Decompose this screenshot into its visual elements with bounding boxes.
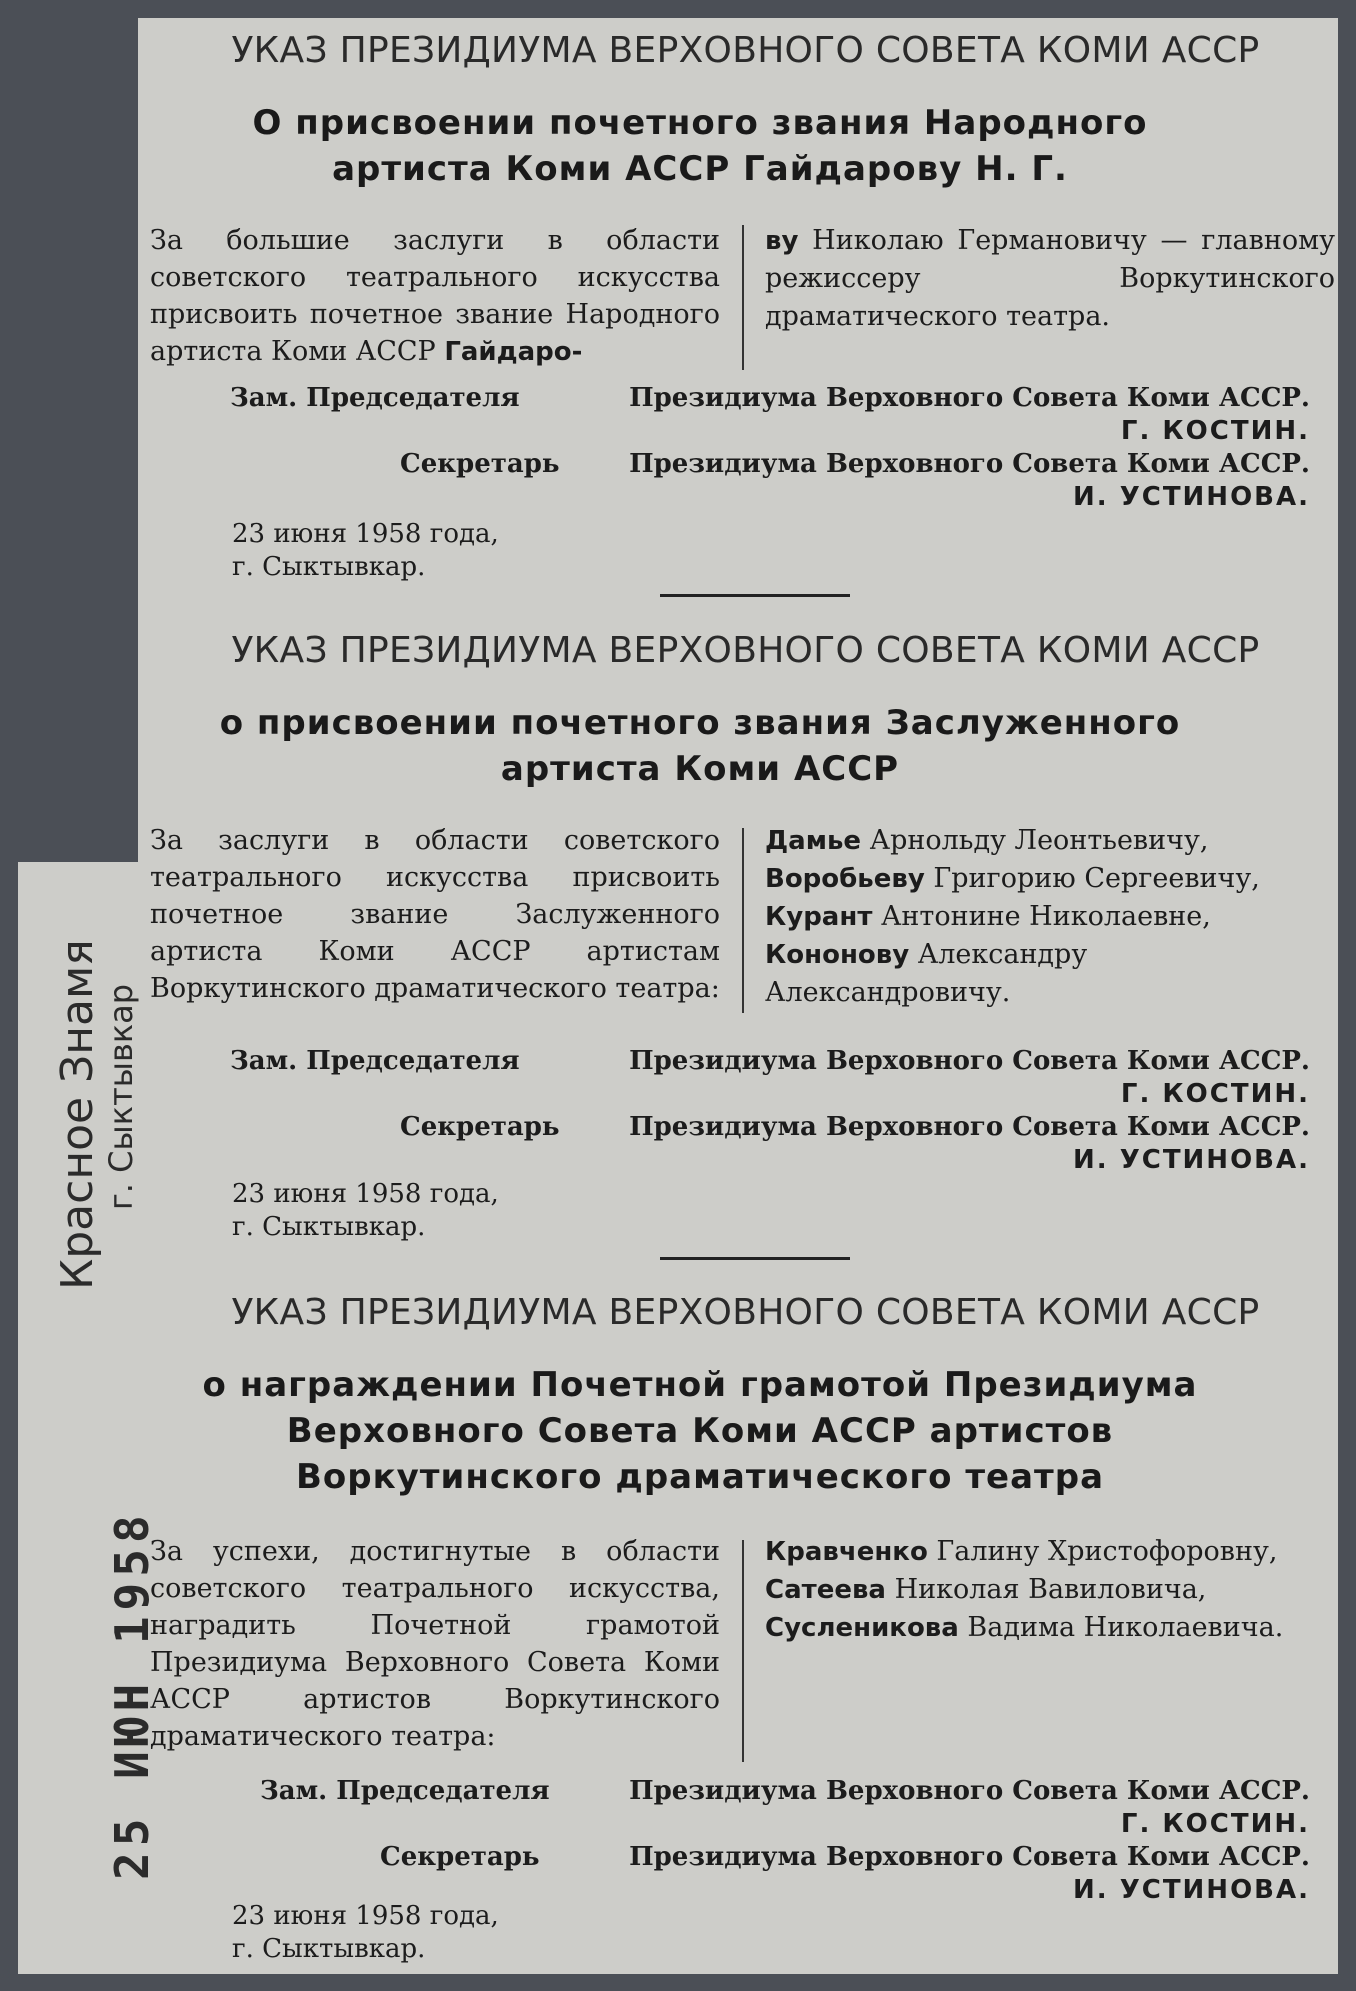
awardee: Кононову Александру Александровичу. [765, 939, 1088, 1008]
decree-right-column: ву Николаю Германовичу — главному режиссеру Воркутинского драматического театра. [765, 225, 1335, 332]
stamp-newspaper: Красное Знамя [52, 939, 103, 1290]
awardee: Курант Антонине Николаевне, [765, 901, 1211, 932]
section-divider [660, 1257, 850, 1260]
awardee: Сатеева Николая Вавиловича, [765, 1574, 1207, 1605]
decree-title: О присвоении почетного звания Народного артиста Коми АССР Гайдарову Н. Г. [252, 103, 1148, 189]
awardee-list [765, 1533, 1335, 1647]
section-divider [660, 594, 850, 597]
decree-left-column: За большие заслуги в области советского театрального искусства присвоить почетное звание Народного артиста Коми АССР Гайдаро- [150, 225, 720, 367]
signature-block: Зам. Председателя Президиума Верховного Совета Коми АССР. Г. КОСТИН. Секретарь Президиума Верховного Совета Коми АССР. И. УСТИНОВА. [260, 1776, 1310, 1905]
newspaper-stamp [20, 880, 159, 1960]
decree-title: о награждении Почетной грамотой Президиума Верховного Совета Коми АССР артистов Воркутинского драматического театра [202, 1365, 1198, 1497]
decree-date: 23 июня 1958 года, г. Сыктывкар. [232, 519, 499, 582]
decree-date: 23 июня 1958 года, г. Сыктывкар. [232, 1901, 499, 1964]
column-divider [742, 828, 744, 1013]
stamp-date: 25 ИЮН 1958 [105, 1509, 159, 1880]
decree-header: УКАЗ ПРЕЗИДИУМА ВЕРХОВНОГО СОВЕТА КОМИ АССР [231, 30, 1260, 71]
decree-date: 23 июня 1958 года, г. Сыктывкар. [232, 1179, 499, 1242]
awardee-surname: Гайдаро- [444, 337, 583, 367]
awardee: Сусленикова Вадима Николаевича. [765, 1612, 1284, 1643]
signature-block: Зам. Председателя Президиума Верховного Совета Коми АССР. Г. КОСТИН. Секретарь Президиума Верховного Совета Коми АССР. И. УСТИНОВА. [230, 383, 1310, 512]
awardee: Дамье Арнольду Леонтьевичу, [765, 825, 1209, 856]
decree-title: о присвоении почетного звания Заслуженного артиста Коми АССР [219, 703, 1181, 789]
column-divider [742, 225, 744, 370]
stamp-city: г. Сыктывкар [102, 983, 140, 1210]
awardee-list [765, 822, 1335, 1012]
signature-block: Зам. Председателя Президиума Верховного Совета Коми АССР. Г. КОСТИН. Секретарь Президиума Верховного Совета Коми АССР. И. УСТИНОВА. [230, 1046, 1310, 1175]
decree-header: УКАЗ ПРЕЗИДИУМА ВЕРХОВНОГО СОВЕТА КОМИ АССР [231, 1292, 1260, 1333]
awardee: Воробьеву Григорию Сергеевичу, [765, 863, 1260, 894]
decree-left-column: За успехи, достигнутые в области советского театрального искусства, наградить Почетной грамотой Президиума Верховного Совета Коми АССР артистов Воркутинского драматического театра: [150, 1536, 720, 1752]
column-divider [742, 1540, 744, 1762]
decree-header: УКАЗ ПРЕЗИДИУМА ВЕРХОВНОГО СОВЕТА КОМИ АССР [231, 630, 1260, 671]
decree-left-column: За заслуги в области советского театрального искусства присвоить почетное звание Заслуженного артиста Коми АССР артистам Воркутинского драматического театра: [150, 825, 720, 1004]
awardee: Кравченко Галину Христофоровну, [765, 1536, 1278, 1567]
